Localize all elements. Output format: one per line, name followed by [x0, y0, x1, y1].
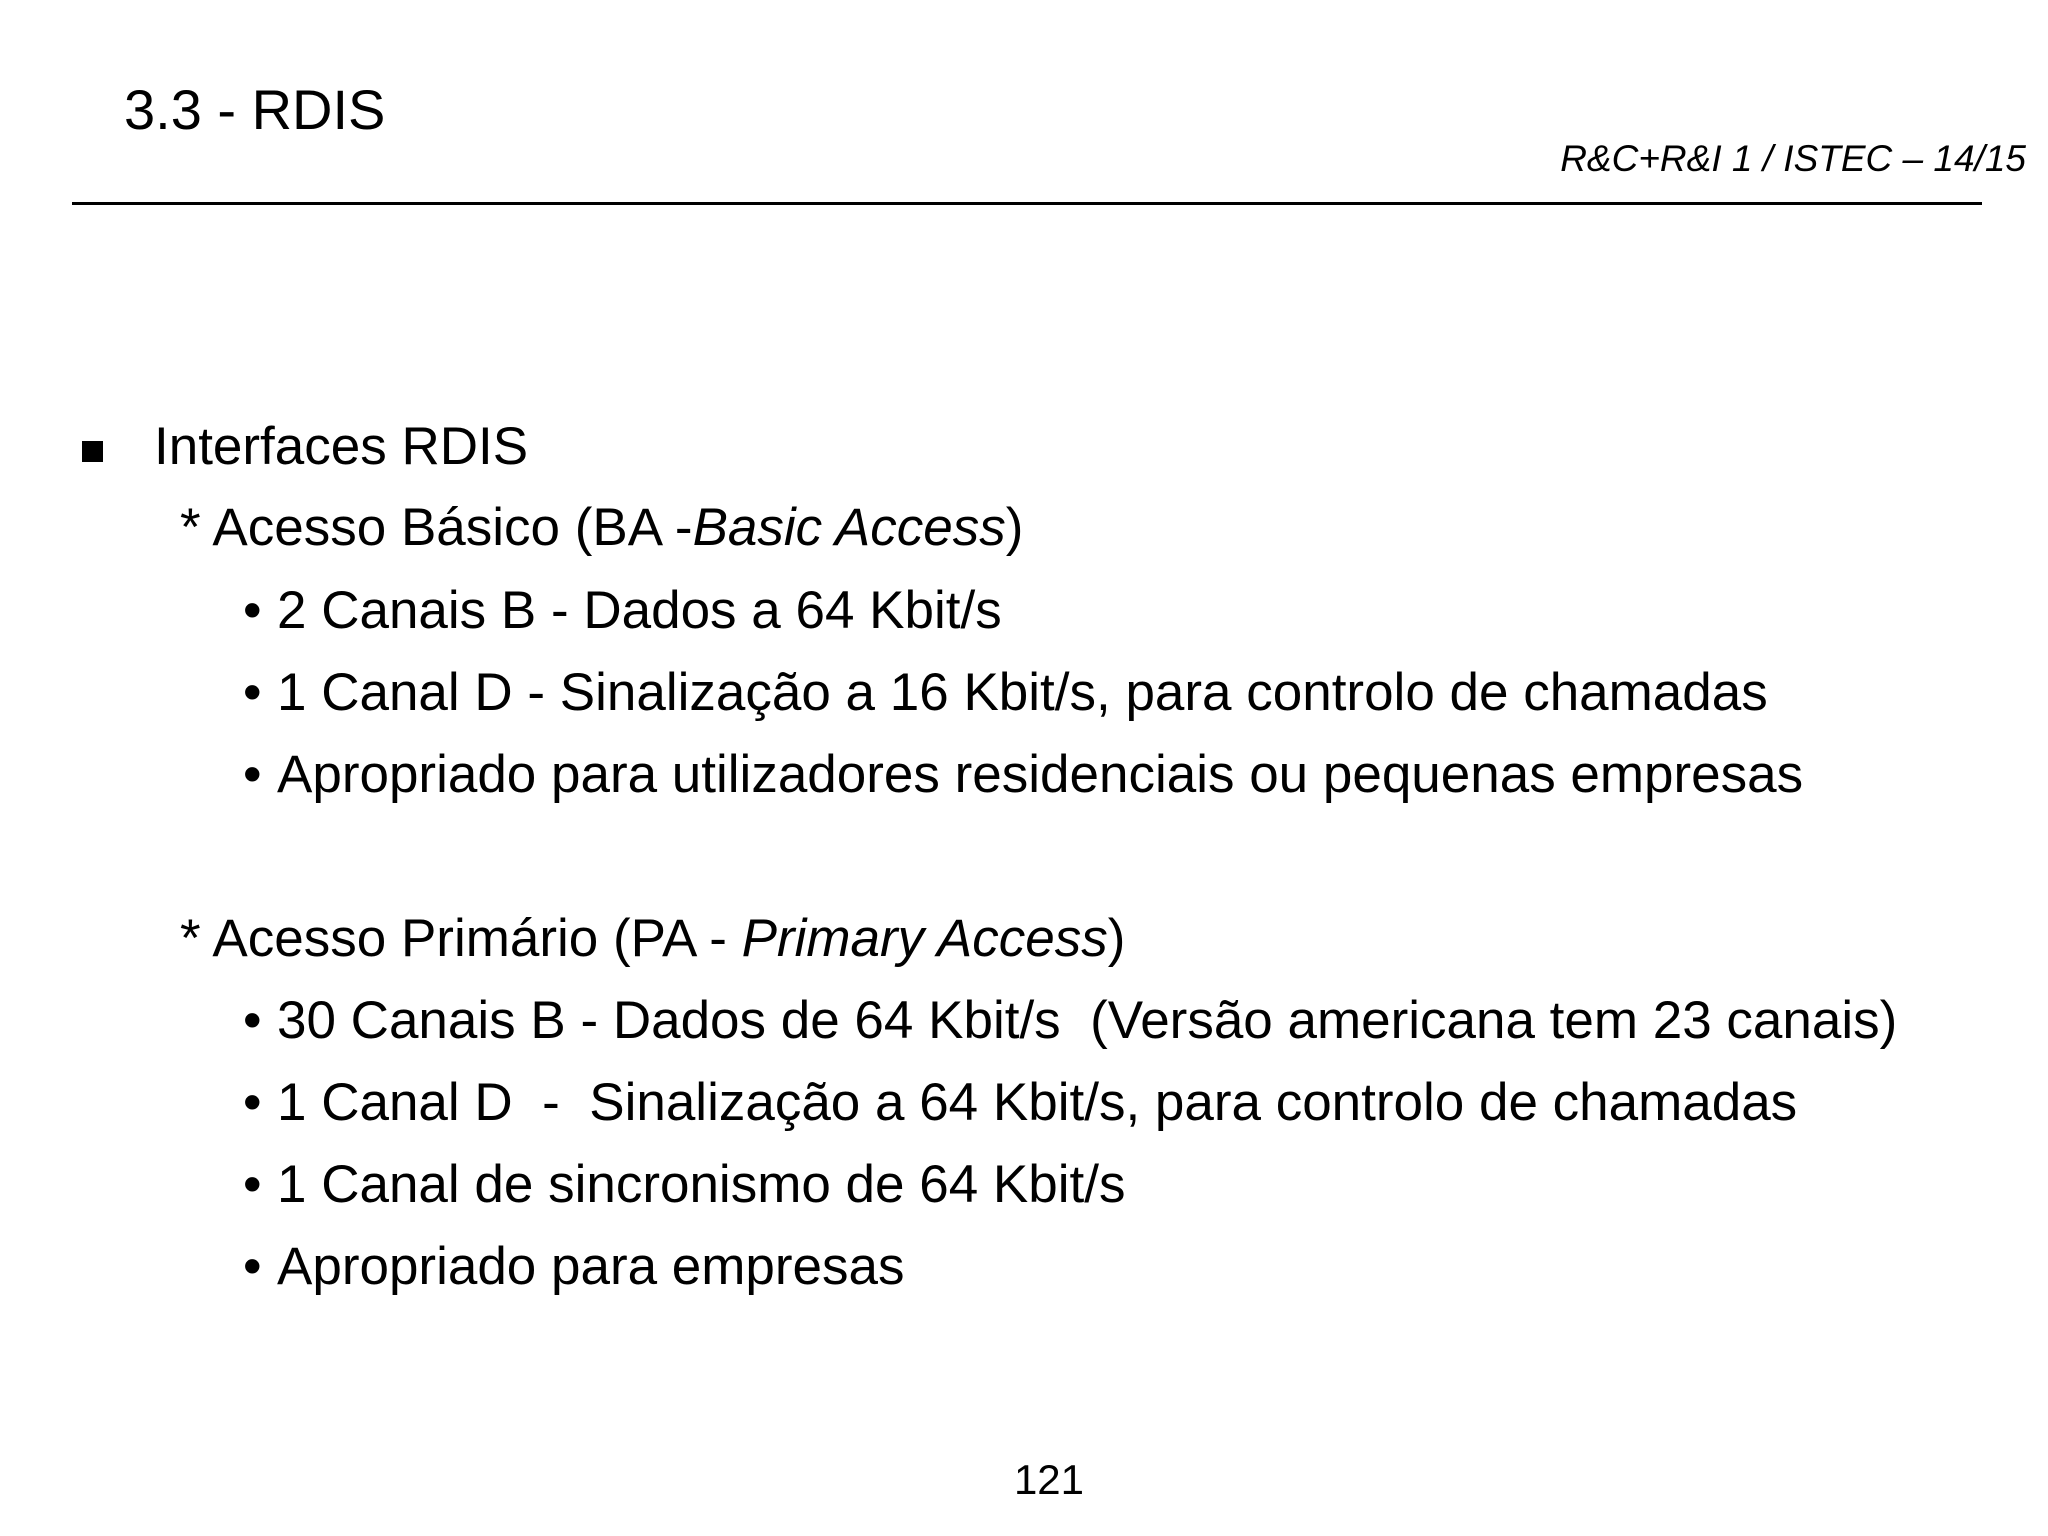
basic-access-heading-prefix: * Acesso Básico (BA -	[180, 498, 693, 557]
list-item-text: 1 Canal de sincronismo de 64 Kbit/s	[277, 1155, 1126, 1214]
list-item	[243, 1072, 1797, 1134]
primary-access-heading-suffix: )	[1107, 909, 1126, 968]
section-heading: Interfaces RDIS	[154, 417, 529, 476]
list-item	[243, 662, 1768, 724]
list-item-text: 30 Canais B - Dados de 64 Kbit/s (Versão americana tem 23 canais)	[277, 991, 1898, 1050]
list-item-text: Apropriado para utilizadores residenciais ou pequenas empresas	[277, 745, 1804, 804]
page-number: 121	[1013, 1456, 1085, 1503]
list-item	[243, 1154, 1125, 1216]
header-divider	[72, 202, 1982, 205]
slide-title: 3.3 - RDIS	[124, 78, 386, 141]
basic-access-heading	[180, 497, 1023, 559]
bullet-icon: •	[243, 581, 262, 640]
bullet-icon: •	[243, 1237, 262, 1296]
bullet-icon: •	[243, 1073, 262, 1132]
course-label: R&C+R&I 1 / ISTEC – 14/15	[1560, 138, 2026, 179]
list-item-text: 1 Canal D - Sinalização a 16 Kbit/s, para controlo de chamadas	[277, 663, 1768, 722]
square-bullet-icon	[82, 441, 103, 462]
bullet-icon: •	[243, 1155, 262, 1214]
bullet-icon: •	[243, 663, 262, 722]
list-item-text: Apropriado para empresas	[277, 1237, 905, 1296]
bullet-icon: •	[243, 991, 262, 1050]
list-item	[243, 744, 1803, 806]
list-item	[243, 990, 1897, 1052]
primary-access-heading-prefix: * Acesso Primário (PA -	[180, 909, 742, 968]
list-item-text: 1 Canal D - Sinalização a 64 Kbit/s, para controlo de chamadas	[277, 1073, 1798, 1132]
list-item	[243, 1236, 905, 1298]
basic-access-heading-suffix: )	[1005, 498, 1024, 557]
bullet-icon: •	[243, 745, 262, 804]
primary-access-heading-italic: Primary Access	[741, 909, 1108, 968]
primary-access-heading	[180, 908, 1125, 970]
list-item	[243, 580, 1002, 642]
list-item-text: 2 Canais B - Dados a 64 Kbit/s	[277, 581, 1002, 640]
basic-access-heading-italic: Basic Access	[692, 498, 1006, 557]
